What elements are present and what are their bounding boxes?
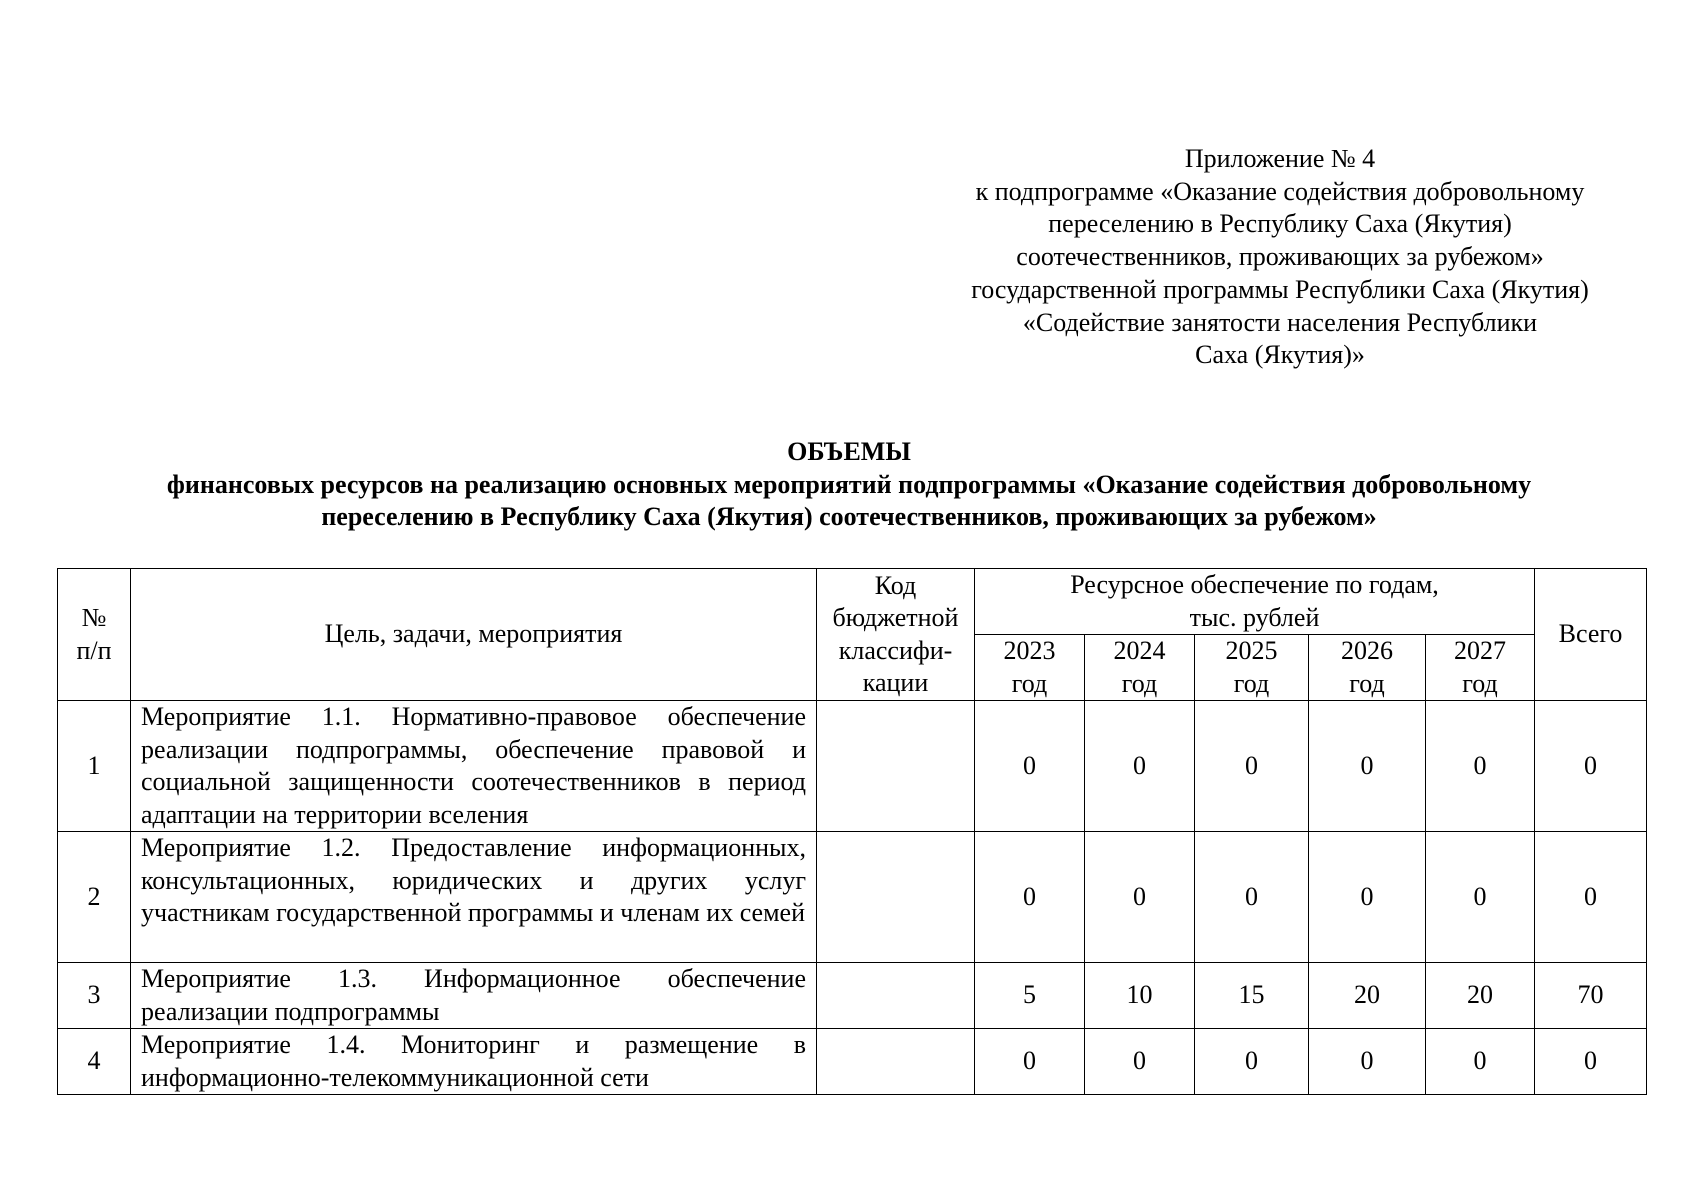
row-value: 0 xyxy=(1195,701,1309,832)
row-activity: Мероприятие 1.3. Информационное обеспечение реализации подпрограммы xyxy=(131,963,817,1029)
row-total: 0 xyxy=(1535,1029,1647,1095)
row-value: 0 xyxy=(975,832,1085,963)
row-value: 0 xyxy=(1426,701,1535,832)
row-activity xyxy=(131,1029,817,1095)
header-goal: Цель, задачи, мероприятия xyxy=(131,569,817,701)
row-total: 0 xyxy=(1535,832,1647,963)
header-resource xyxy=(975,569,1535,635)
header-year-number: 2027 xyxy=(1454,636,1506,665)
row-value: 15 xyxy=(1195,963,1309,1029)
row-value: 20 xyxy=(1426,963,1535,1029)
header-num-line: № xyxy=(81,603,107,632)
header-total: Всего xyxy=(1535,569,1647,701)
title-subtitle-line: финансовых ресурсов на реализацию основных мероприятий подпрограммы «Оказание содействия добровольному xyxy=(166,469,1532,499)
row-value: 0 xyxy=(1426,1029,1535,1095)
header-num-line: п/п xyxy=(76,635,112,665)
row-value: 10 xyxy=(1085,963,1195,1029)
header-year-number: 2026 xyxy=(1341,636,1393,665)
financing-table xyxy=(57,568,1647,1095)
header-resource-line: Ресурсное обеспечение по годам, xyxy=(1070,570,1439,599)
header-year xyxy=(1085,635,1195,701)
header-num xyxy=(58,569,131,701)
row-total: 70 xyxy=(1535,963,1647,1029)
table-row xyxy=(58,1029,1647,1095)
row-value: 20 xyxy=(1309,963,1426,1029)
row-value: 0 xyxy=(1085,701,1195,832)
header-year xyxy=(1309,635,1426,701)
table-row xyxy=(58,701,1647,832)
header-code-line: кации xyxy=(862,668,929,697)
header-year-unit: год xyxy=(1462,668,1498,698)
appendix-line: Приложение № 4 xyxy=(1184,144,1376,173)
document-title xyxy=(40,436,1658,534)
row-activity: Мероприятие 1.1. Нормативно-правовое обеспечение реализации подпрограммы, обеспечение правовой и социальной защищенности соотечественников в период адаптации на территории вселения xyxy=(131,701,817,832)
row-value: 0 xyxy=(975,701,1085,832)
appendix-line: переселению в Республику Саха (Якутия) xyxy=(1048,209,1512,239)
header-year xyxy=(1426,635,1535,701)
header-year xyxy=(1195,635,1309,701)
header-code-line: классифи- xyxy=(838,635,953,665)
header-code-line: Код xyxy=(874,570,917,600)
header-year-unit: год xyxy=(1011,668,1048,698)
row-value: 0 xyxy=(1426,832,1535,963)
table-header-row xyxy=(58,569,1647,635)
row-code xyxy=(817,832,975,963)
header-year-number: 2024 xyxy=(1113,636,1166,665)
title-heading: ОБЪЕМЫ xyxy=(787,437,911,466)
appendix-line: Саха (Якутия)» xyxy=(1195,340,1365,370)
row-value: 5 xyxy=(975,963,1085,1029)
header-year-number: 2025 xyxy=(1225,636,1278,665)
title-subtitle-line: переселению в Республику Саха (Якутия) соотечественников, проживающих за рубежом» xyxy=(321,502,1377,531)
row-value: 0 xyxy=(1309,1029,1426,1095)
row-value: 0 xyxy=(1085,832,1195,963)
header-year-unit: год xyxy=(1121,668,1158,698)
header-resource-line: тыс. рублей xyxy=(1189,602,1320,632)
row-activity-text: Мероприятие 1.4. Мониторинг и размещение в информационно-телекоммуникационной сети xyxy=(141,1030,806,1092)
row-code xyxy=(817,963,975,1029)
header-code-line: бюджетной xyxy=(832,603,959,632)
row-total: 0 xyxy=(1535,701,1647,832)
row-value: 0 xyxy=(1309,701,1426,832)
header-year xyxy=(975,635,1085,701)
row-value: 0 xyxy=(975,1029,1085,1095)
row-num: 4 xyxy=(58,1029,131,1095)
header-year-unit: год xyxy=(1233,668,1270,698)
appendix-line: к подпрограмме «Оказание содействия добровольному xyxy=(975,176,1585,206)
appendix-line: «Содействие занятости населения Республики xyxy=(1022,307,1538,337)
row-code xyxy=(817,1029,975,1095)
header-year-number: 2023 xyxy=(1003,636,1056,665)
row-num: 1 xyxy=(58,701,131,832)
header-year-unit: год xyxy=(1349,668,1385,698)
appendix-line: государственной программы Республики Саха (Якутия) xyxy=(971,274,1589,304)
row-value: 0 xyxy=(1195,1029,1309,1095)
row-activity: Мероприятие 1.2. Предоставление информационных, консультационных, юридических и других услуг участникам государственной программы и членам их семей xyxy=(131,832,817,963)
row-value: 0 xyxy=(1195,832,1309,963)
table-row xyxy=(58,963,1647,1029)
row-num: 2 xyxy=(58,832,131,963)
header-code xyxy=(817,569,975,701)
row-value: 0 xyxy=(1309,832,1426,963)
row-num: 3 xyxy=(58,963,131,1029)
table-row xyxy=(58,832,1647,963)
appendix-note xyxy=(930,143,1630,372)
appendix-line: соотечественников, проживающих за рубежом» xyxy=(1016,242,1544,272)
row-code xyxy=(817,701,975,832)
row-value: 0 xyxy=(1085,1029,1195,1095)
